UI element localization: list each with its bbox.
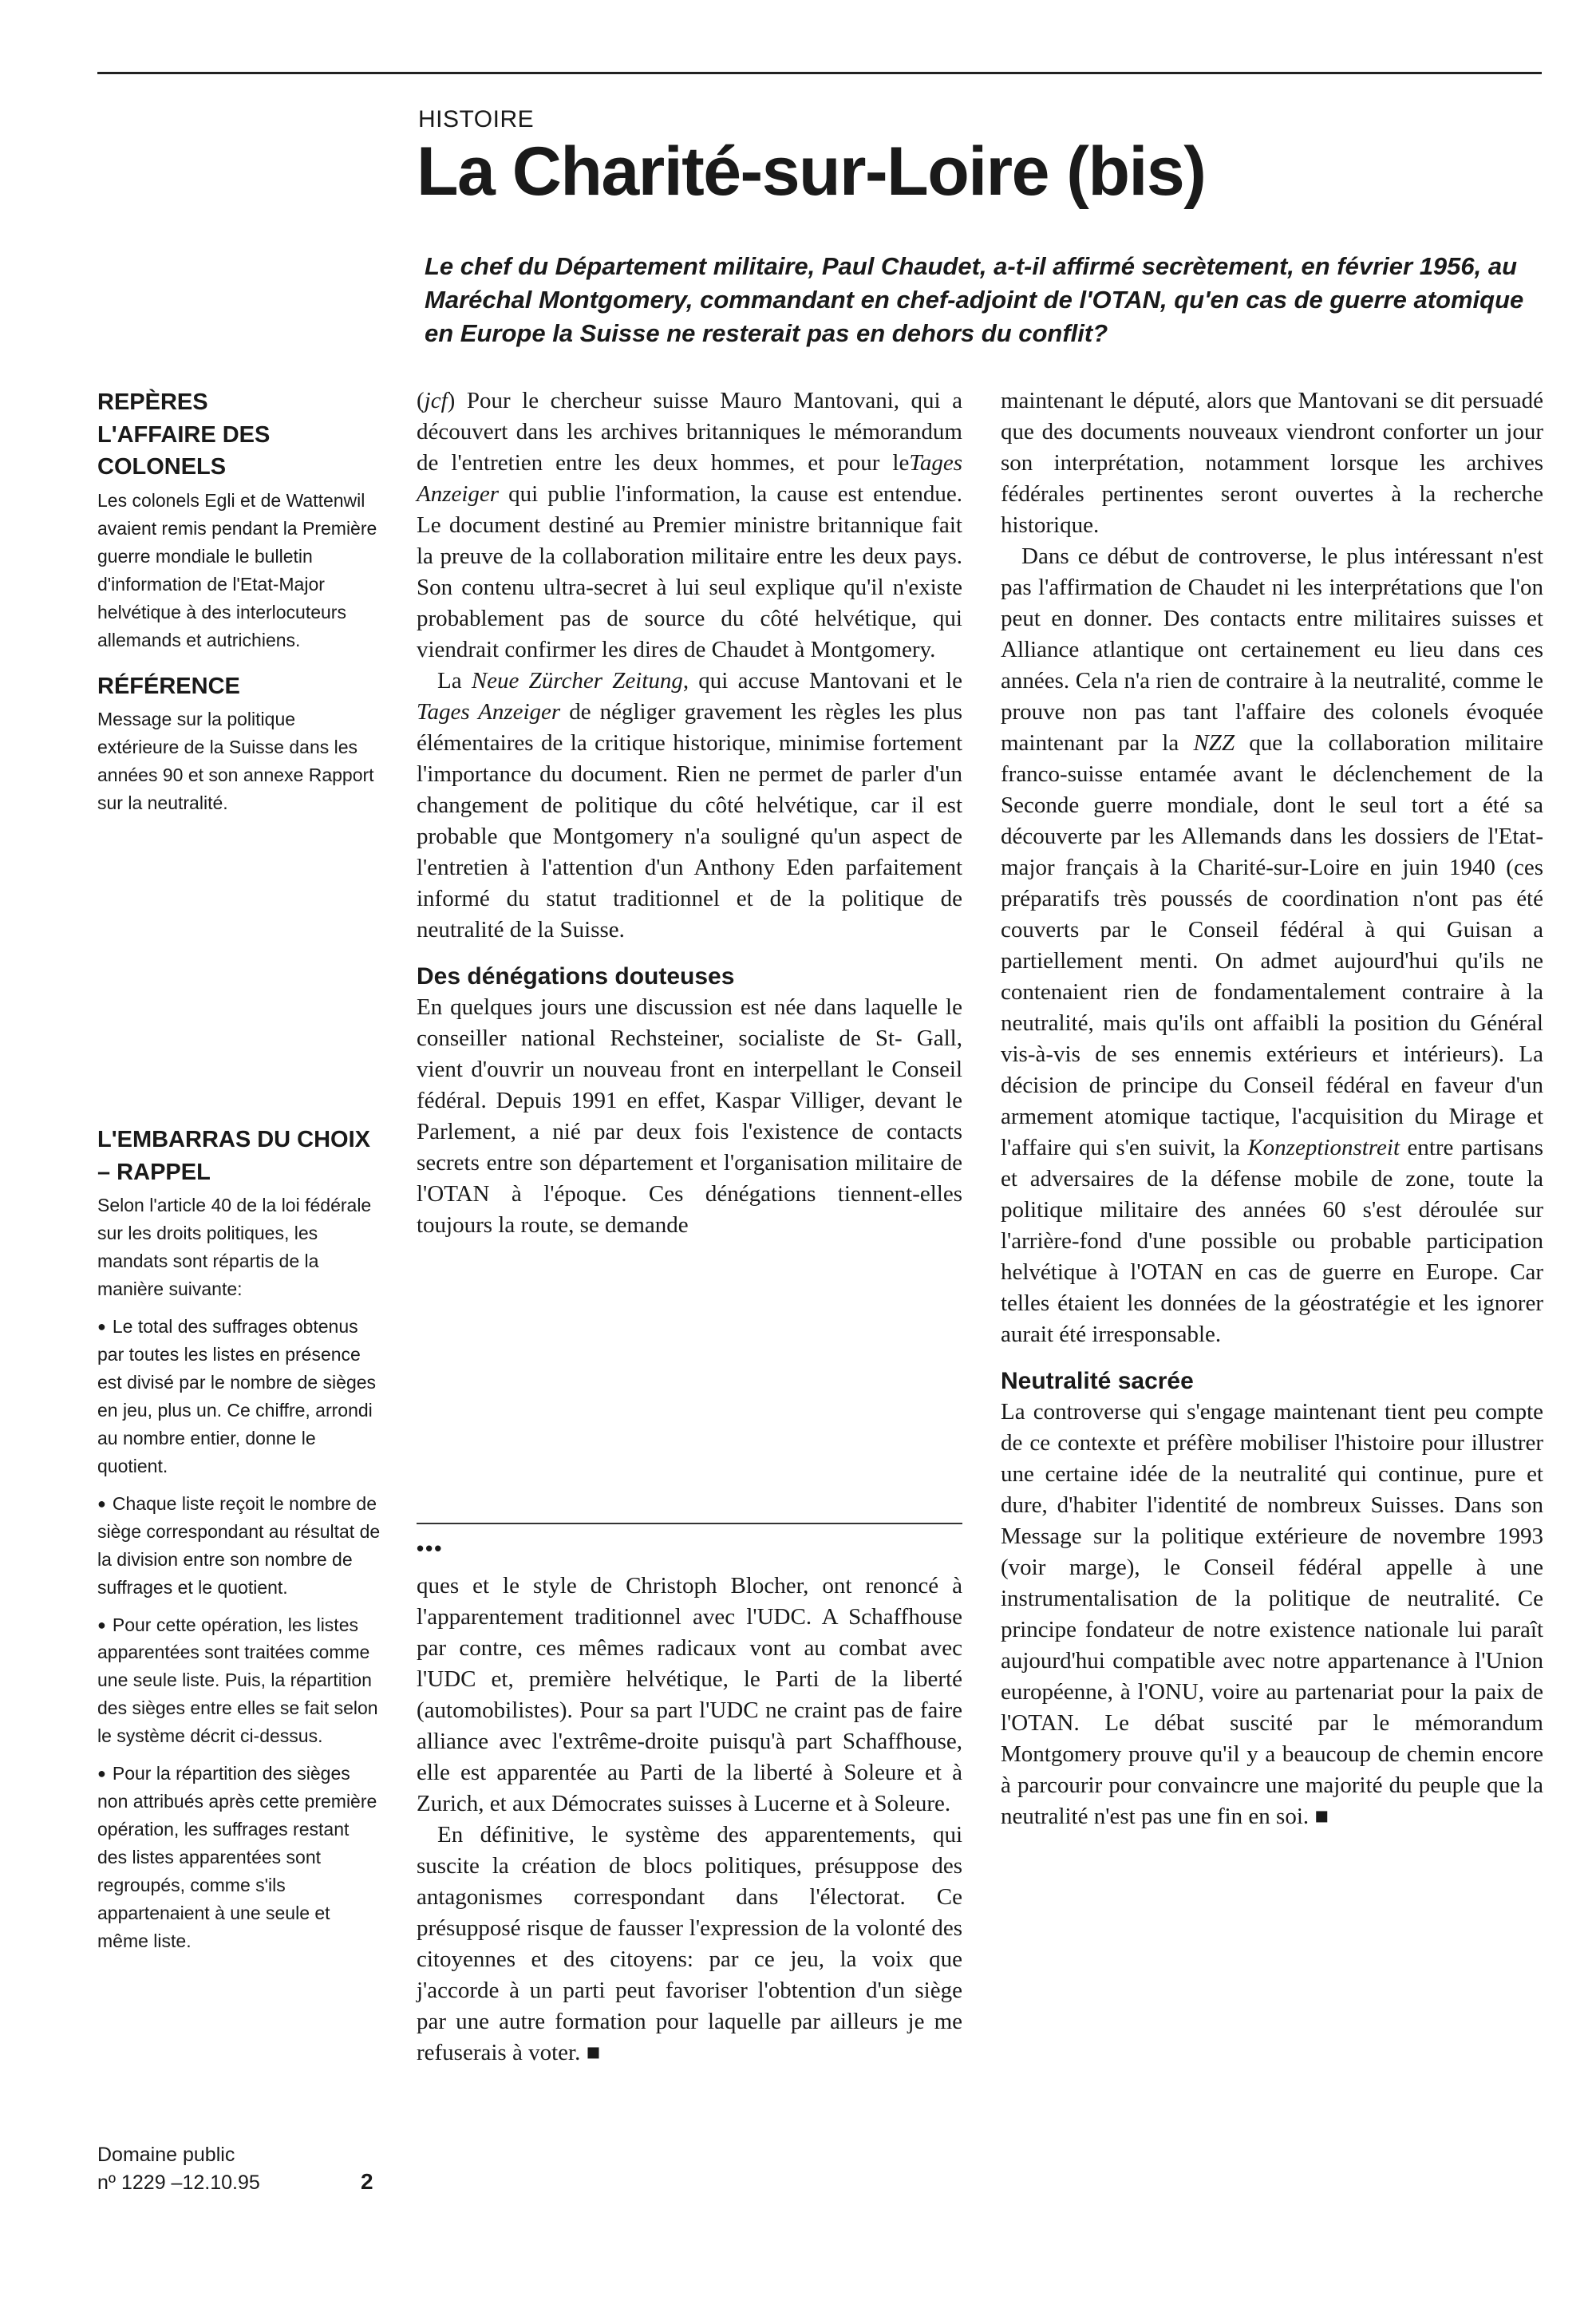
paragraph: En quelques jours une discussion est née dans laquelle le conseiller national Rechsteiner, socialiste de St- Gall, vient d'ouvrir un nouveau front en interpellant le Conseil fédéral. Depuis 1991 en effet, Kaspar Villiger, devant le Parlement, a nié par deux fois l'existence de contacts secrets entre son département et l'organisation militaire de l'OTAN à l'époque. Ces dénégations tiennent-elles toujours la route, se demande bbox=[417, 994, 962, 1238]
page-number: 2 bbox=[361, 2169, 373, 2194]
newspaper-name: Tages Anzeiger bbox=[417, 450, 962, 507]
sidebar-heading-affaire: L'AFFAIRE DES COLONELS bbox=[97, 421, 271, 480]
subheading: Neutralité sacrée bbox=[1001, 1368, 1194, 1394]
sidebar-bullet: ● Le total des suffrages obtenus par toutes les listes en présence est divisé par le nombre de sièges en jeu, plus un. Ce chiffre, arrondi au nombre entier, donne le quotient. bbox=[97, 1313, 381, 1480]
newspaper-name: NZZ bbox=[1193, 730, 1235, 756]
column-divider-rule bbox=[417, 1523, 962, 1524]
top-rule bbox=[97, 72, 1542, 74]
article-headline: La Charité-sur-Loire (bis) bbox=[417, 133, 1206, 210]
paragraph: maintenant le député, alors que Mantovani se dit persuadé que des documents nouveaux viendront conforter un jour son interprétation, notamment lorsque les archives fédérales pertinentes seront ouvertes à la recherche historique. bbox=[1001, 388, 1543, 538]
sidebar-heading-embarras: L'EMBARRAS DU CHOIX – RAPPEL bbox=[97, 1127, 371, 1185]
sidebar-text-affaire: Les colonels Egli et de Wattenwil avaient remis pendant la Première guerre mondiale le bulletin d'information de l'Etat-Major helvétique à des interlocuteurs allemands et autrichiens. bbox=[97, 489, 377, 650]
continuation-dots: ••• bbox=[417, 1536, 444, 1560]
newspaper-name: Tages Anzeiger bbox=[417, 699, 561, 725]
article-column-2 bbox=[1001, 385, 1543, 1832]
subheading: Des dénégations douteuses bbox=[417, 963, 735, 990]
publication-name: Domaine public bbox=[97, 2144, 235, 2166]
section-kicker: HISTOIRE bbox=[418, 106, 535, 132]
article-column-1-continued bbox=[417, 1571, 962, 2069]
sidebar-heading-reperes: REPÈRES bbox=[97, 389, 208, 415]
paragraph: ques et le style de Christoph Blocher, ont renoncé à l'apparentement traditionnel avec l'UDC. A Schaffhouse par contre, ces mêmes radicaux vont au combat avec l'UDC et, première helvétique, le Parti de la liberté (automobilistes). Pour sa part l'UDC ne craint pas de faire alliance avec l'extrême-droite puisqu'à part Schaffhouse, elle est apparentée au Parti de la liberté à Soleure et à Zurich, et aux Démocrates suisses à Lucerne et à Soleure. bbox=[417, 1573, 962, 1816]
sidebar-bullet: ● Pour la répartition des sièges non attribués après cette première opération, les suffrages restant des listes apparentées sont regroupés, comme s'ils appartenaient à une seule et même liste. bbox=[97, 1760, 381, 1955]
paragraph: (jcf) Pour le chercheur suisse Mauro Mantovani, qui a découvert dans les archives britanniques le mémorandum de l'entretien entre les deux hommes, et pour leTages Anzeiger qui publie l'information, la cause est entendue. Le document destiné au Premier ministre britannique fait la preuve de la collaboration militaire entre les deux pays. Son contenu ultra-secret à lui seul explique qu'il n'existe probablement pas de source du côté helvétique, qui viendrait confirmer les dires de Chaudet à Montgomery. bbox=[417, 388, 962, 662]
sidebar-text-reference: Message sur la politique extérieure de la Suisse dans les années 90 et son annexe Rapport sur la neutralité. bbox=[97, 709, 374, 813]
sidebar-embarras bbox=[97, 1124, 381, 1965]
newspaper-name: Neue Zürcher Zeitung bbox=[471, 668, 683, 694]
term: Konzeptionstreit bbox=[1247, 1135, 1400, 1160]
issue-number: nº 1229 –12.10.95 bbox=[97, 2172, 260, 2194]
paragraph: La Neue Zürcher Zeitung, qui accuse Mantovani et le Tages Anzeiger de négliger gravement les règles les plus élémentaires de la critique historique, minimise fortement l'importance du document. Rien ne permet de parler d'un changement de politique du côté helvétique, car il est probable que Montgomery n'a souligné qu'un aspect de l'entretien à l'attention d'un Anthony Eden parfaitement informé du statut traditionnel et de la politique de neutralité de la Suisse. bbox=[417, 668, 962, 943]
author-initials: jcf bbox=[424, 388, 448, 413]
paragraph: Dans ce début de controverse, le plus intéressant n'est pas l'affirmation de Chaudet ni les interprétations que l'on peut en donner. Des contacts entre militaires suisses et Alliance atlantique ont certainement eu lieu dans ces années. Cela n'a rien de contraire à la neutralité, comme le prouve non pas tant l'affaire des colonels évoquée maintenant par la NZZ que la collaboration militaire franco-suisse entamée avant le déclenchement de la Seconde guerre mondiale, dont le seul tort a été sa découverte par les Allemands dans les dossiers de l'Etat-major français à la Charité-sur-Loire en juin 1940 (ces préparatifs très poussés de coordination n'ont pas été couverts par le Conseil fédéral à qui Guisan a partiellement menti. On admet aujourd'hui qu'ils ne contenaient rien de fondamentalement contraire à la neutralité, mais qu'ils ont affaibli la position du Général vis-à-vis de ses ennemis extérieurs et intérieurs). La décision de principe du Conseil fédéral en faveur d'un armement atomique tactique, l'acquisition du Mirage et l'affaire qui s'en suivit, la Konzeptionstreit entre partisans et adversaires de la défense mobile de zone, toute la politique militaire des années 60 s'est déroulée sur l'arrière-fond d'une possible ou probable participation helvétique à l'OTAN en cas de guerre en Europe. Car telles étaient les données de la géostratégie et les ignorer aurait été irresponsable. bbox=[1001, 543, 1543, 1347]
article-column-1 bbox=[417, 385, 962, 1241]
sidebar-bullet: ● Pour cette opération, les listes apparentées sont traitées comme une seule liste. Puis, la répartition des sièges entre elles se fait selon le système décrit ci-dessus. bbox=[97, 1611, 381, 1751]
paragraph: La controverse qui s'engage maintenant tient peu compte de ce contexte et préfère mobiliser l'histoire pour illustrer une certaine idée de la neutralité qui continue, pure et dure, d'habiter l'identité de nombreux Suisses. Dans son Message sur la politique extérieure de novembre 1993 (voir marge), le Conseil fédéral appelle à une instrumentalisation de la politique de neutralité. Ce principe fondateur de notre existence nationale lui paraît aujourd'hui compatible avec notre appartenance à l'Union européenne, à l'ONU, voire au partenariat pour la paix de l'OTAN. Le débat suscité par le mémorandum Montgomery prouve qu'il y a beaucoup de chemin encore à parcourir pour convaincre une majorité du peuple que la neutralité n'est pas une fin en soi. ■ bbox=[1001, 1399, 1543, 1829]
paragraph: En définitive, le système des apparentements, qui suscite la création de blocs politiques, présuppose des antagonismes correspondant dans l'électorat. Ce présupposé risque de fausser l'expression de la volonté des citoyennes et des citoyens: par ce jeu, la voix que j'accorde à un parti peut favoriser l'obtention d'un siège par une autre formation pour laquelle par ailleurs je me refuserais à voter. ■ bbox=[417, 1822, 962, 2065]
article-lede: Le chef du Département militaire, Paul Chaudet, a-t-il affirmé secrètement, en février 1956, au Maréchal Montgomery, commandant en chef-adjoint de l'OTAN, qu'en cas de guerre atomique en Europe la Suisse ne resterait pas en dehors du conflit? bbox=[425, 252, 1524, 348]
sidebar-reperes bbox=[97, 386, 381, 833]
sidebar-bullet: ● Chaque liste reçoit le nombre de siège correspondant au résultat de la division entre son nombre de suffrages et le quotient. bbox=[97, 1490, 381, 1602]
sidebar-text-embarras-intro: Selon l'article 40 de la loi fédérale sur les droits politiques, les mandats sont répartis de la manière suivante: bbox=[97, 1195, 372, 1300]
sidebar-heading-reference: RÉFÉRENCE bbox=[97, 673, 240, 699]
publication-footer bbox=[97, 2141, 381, 2197]
